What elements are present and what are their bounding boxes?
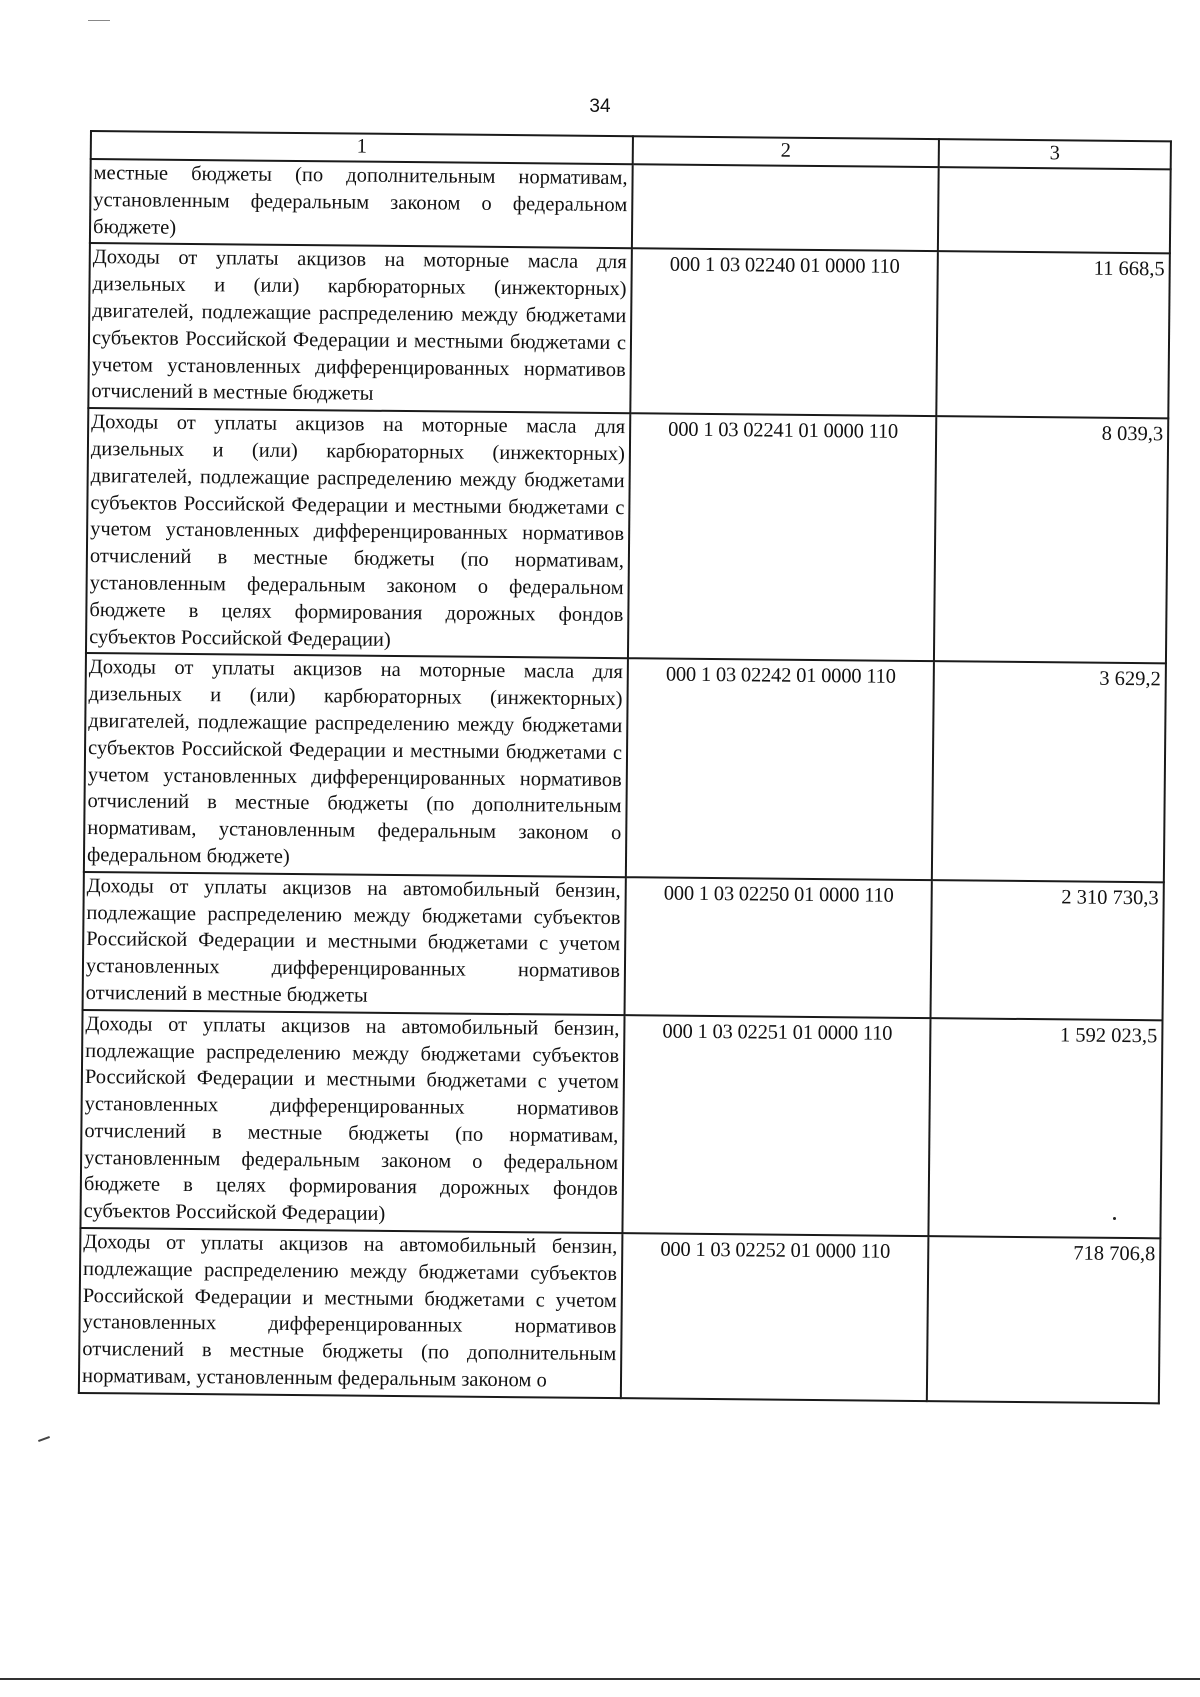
page-number: 34 bbox=[589, 96, 611, 117]
row-amount: 718 706,8 bbox=[927, 1236, 1161, 1403]
table-row bbox=[86, 408, 1168, 664]
table-row bbox=[88, 243, 1170, 418]
row-code: 000 1 03 02251 01 0000 110 bbox=[622, 1015, 930, 1236]
row-description: Доходы от уплаты акцизов на моторные масла для дизельных и (или) карбюраторных (инжекторных) двигателей, подлежащие распределению между бюджетами субъектов Российской Федерации и местными бюджетами с учетом установленных дифференцированных нормативов отчислений в местные бюджеты (по дополнительным нормативам, установленным федеральным законом о федеральном бюджете) bbox=[84, 653, 628, 877]
row-amount: 1 592 023,5 bbox=[928, 1018, 1162, 1239]
page-bottom-rule bbox=[0, 1678, 1200, 1680]
row-description: Доходы от уплаты акцизов на моторные масла для дизельных и (или) карбюраторных (инжекторных) двигателей, подлежащие распределению между бюджетами субъектов Российской Федерации и местными бюджетами с учетом установленных дифференцированных нормативов отчислений в местные бюджеты bbox=[88, 243, 632, 413]
row-amount: 11 668,5 bbox=[936, 252, 1170, 419]
table-row bbox=[79, 1228, 1161, 1403]
column-header-2: 2 bbox=[633, 136, 939, 167]
row-description: Доходы от уплаты акцизов на моторные масла для дизельных и (или) карбюраторных (инжекторных) двигателей, подлежащие распределению между бюджетами субъектов Российской Федерации и местными бюджетами с учетом установленных дифференцированных нормативов отчислений в местные бюджеты (по нормативам, установленным федеральным законом о федеральном бюджете в целях формирования дорожных фондов субъектов Российской Федерации) bbox=[86, 408, 630, 658]
column-header-1: 1 bbox=[91, 131, 633, 164]
row-description: местные бюджеты (по дополнительным нормативам, установленным федеральным законом о федеральном бюджете) bbox=[90, 159, 633, 249]
row-amount bbox=[938, 167, 1171, 254]
row-description: Доходы от уплаты акцизов на автомобильный бензин, подлежащие распределению между бюджетами субъектов Российской Федерации и местными бюджетами с учетом установленных дифференцированных нормативов отчислений в местные бюджеты (по нормативам, установленным федеральным законом о федеральном бюджете в целях формирования дорожных фондов субъектов Российской Федерации) bbox=[80, 1010, 624, 1234]
row-amount: 8 039,3 bbox=[934, 416, 1168, 663]
table-row bbox=[83, 872, 1164, 1020]
column-header-3: 3 bbox=[939, 139, 1171, 169]
row-code: 000 1 03 02240 01 0000 110 bbox=[630, 249, 938, 417]
row-code: 000 1 03 02241 01 0000 110 bbox=[628, 413, 936, 661]
row-code bbox=[632, 164, 939, 251]
table-row bbox=[80, 1010, 1162, 1239]
scan-artifact bbox=[38, 1436, 50, 1442]
table-row bbox=[90, 159, 1171, 254]
row-amount: 3 629,2 bbox=[932, 661, 1166, 882]
scan-artifact bbox=[88, 20, 110, 21]
row-description: Доходы от уплаты акцизов на автомобильный бензин, подлежащие распределению между бюджетами субъектов Российской Федерации и местными бюджетами с учетом установленных дифференцированных нормативов отчислений в местные бюджеты (по дополнительным нормативам, установленным федеральным законом о bbox=[79, 1228, 623, 1398]
table-row bbox=[84, 653, 1166, 882]
row-description: Доходы от уплаты акцизов на автомобильный бензин, подлежащие распределению между бюджетами субъектов Российской Федерации и местными бюджетами с учетом установленных дифференцированных нормативов отчислений в местные бюджеты bbox=[83, 872, 626, 1015]
scan-artifact bbox=[1113, 1217, 1116, 1220]
row-amount: 2 310 730,3 bbox=[931, 880, 1164, 1020]
row-code: 000 1 03 02250 01 0000 110 bbox=[625, 877, 932, 1018]
revenue-table bbox=[78, 130, 1172, 1404]
row-code: 000 1 03 02242 01 0000 110 bbox=[626, 659, 934, 880]
row-code: 000 1 03 02252 01 0000 110 bbox=[621, 1233, 929, 1401]
